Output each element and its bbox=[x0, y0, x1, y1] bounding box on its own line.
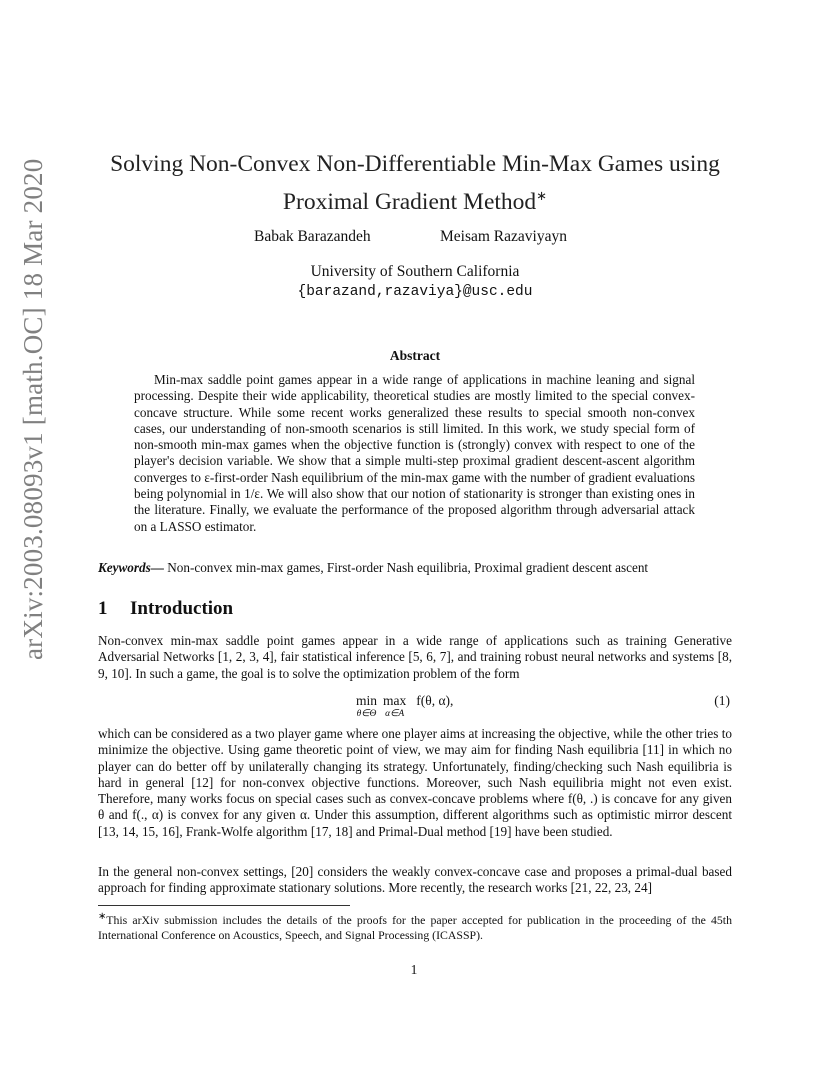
footnote-text: This arXiv submission includes the details of the proofs for the paper accepted for publication in the proceeding of the 45th International Conference on Acoustics, Speech, and Signal Processing (ICASSP). bbox=[98, 912, 732, 942]
min-operator: min θ∈Θ bbox=[356, 693, 378, 719]
author-2: Meisam Razaviyayn bbox=[440, 228, 567, 245]
arxiv-identifier-stamp: arXiv:2003.08093v1 [math.OC] 18 Mar 2020 bbox=[18, 158, 48, 660]
intro-paragraph-2: which can be considered as a two player game where one player aims at increasing the objective, while the other tries to minimize the objective. Using game theoretic point of view, we may aim for finding Nash equilibria [11] in which no player can do better off by unilaterally changing its strategy. Unfortunately, finding/checking such Nash equilibria is hard in general [12] for non-convex objective functions. Moreover, such Nash equilibria might not even exist. Therefore, many works focus on special cases such as convex-concave problems where f(θ, .) is concave for any given θ and f(., α) is convex for any given α. Under this assumption, different algorithms such as optimistic mirror descent [13, 14, 15, 16], Frank-Wolfe algorithm [17, 18] and Primal-Dual method [19] have been studied. bbox=[98, 726, 732, 839]
equation-1 bbox=[98, 693, 732, 723]
abstract-text: Min-max saddle point games appear in a wide range of applications in machine leaning and signal processing. Despite their wide applicability, theoretical studies are mostly limited to the special convex-concave structure. While some recent works generalized these results to special smooth non-convex cases, our understanding of non-smooth scenarios is still limited. In this work, we study special form of non-smooth min-max games when the objective function is (strongly) convex with respect to one of the player's decision variable. We show that a simple multi-step proximal gradient descent-ascent algorithm converges to ε-first-order Nash equilibrium of the min-max game with the number of gradient evaluations being polynomial in 1/ε. We will also show that our notion of stationarity is stronger than existing ones in the literature. Finally, we evaluate the performance of the proposed algorithm through adversarial attack on a LASSO estimator. bbox=[134, 372, 695, 534]
affiliation-block bbox=[100, 262, 730, 302]
keywords-text: Non-convex min-max games, First-order Nash equilibria, Proximal gradient descent ascent bbox=[163, 560, 649, 575]
title-line-2: Proximal Gradient Method∗ bbox=[282, 188, 548, 215]
keywords bbox=[98, 560, 732, 576]
footnote-divider bbox=[98, 905, 350, 906]
max-operator: max α∈A bbox=[383, 693, 407, 719]
paper-title bbox=[100, 149, 730, 218]
page-number: 1 bbox=[410, 962, 418, 977]
abstract-heading: Abstract bbox=[389, 348, 441, 363]
section-number: 1 bbox=[98, 598, 108, 619]
section-heading bbox=[98, 598, 233, 620]
equation-number: (1) bbox=[714, 693, 730, 708]
keywords-label: Keywords— bbox=[98, 560, 164, 575]
author-email[interactable]: {barazand,razaviya}@usc.edu bbox=[297, 284, 533, 300]
affiliation: University of Southern California bbox=[310, 263, 520, 280]
title-footnote-mark: ∗ bbox=[536, 188, 548, 203]
title-line-1: Solving Non-Convex Non-Differentiable Min-Max Games using bbox=[110, 151, 720, 177]
author-1: Babak Barazandeh bbox=[254, 228, 371, 245]
section-title: Introduction bbox=[130, 598, 234, 619]
equation-body: f(θ, α), bbox=[416, 693, 454, 708]
footnote bbox=[98, 909, 732, 943]
intro-paragraph-3: In the general non-convex settings, [20] considers the weakly convex-concave case and proposes a primal-dual based approach for finding approximate stationary solutions. More recently, the research works [21, 22, 23, 24] bbox=[98, 864, 732, 896]
footnote-mark: ∗ bbox=[98, 911, 107, 922]
intro-paragraph-1: Non-convex min-max saddle point games appear in a wide range of applications such as training Generative Adversarial Networks [1, 2, 3, 4], fair statistical inference [5, 6, 7], and training robust neural networks and systems [8, 9, 10]. In such a game, the goal is to solve the optimization problem of the form bbox=[98, 633, 732, 681]
